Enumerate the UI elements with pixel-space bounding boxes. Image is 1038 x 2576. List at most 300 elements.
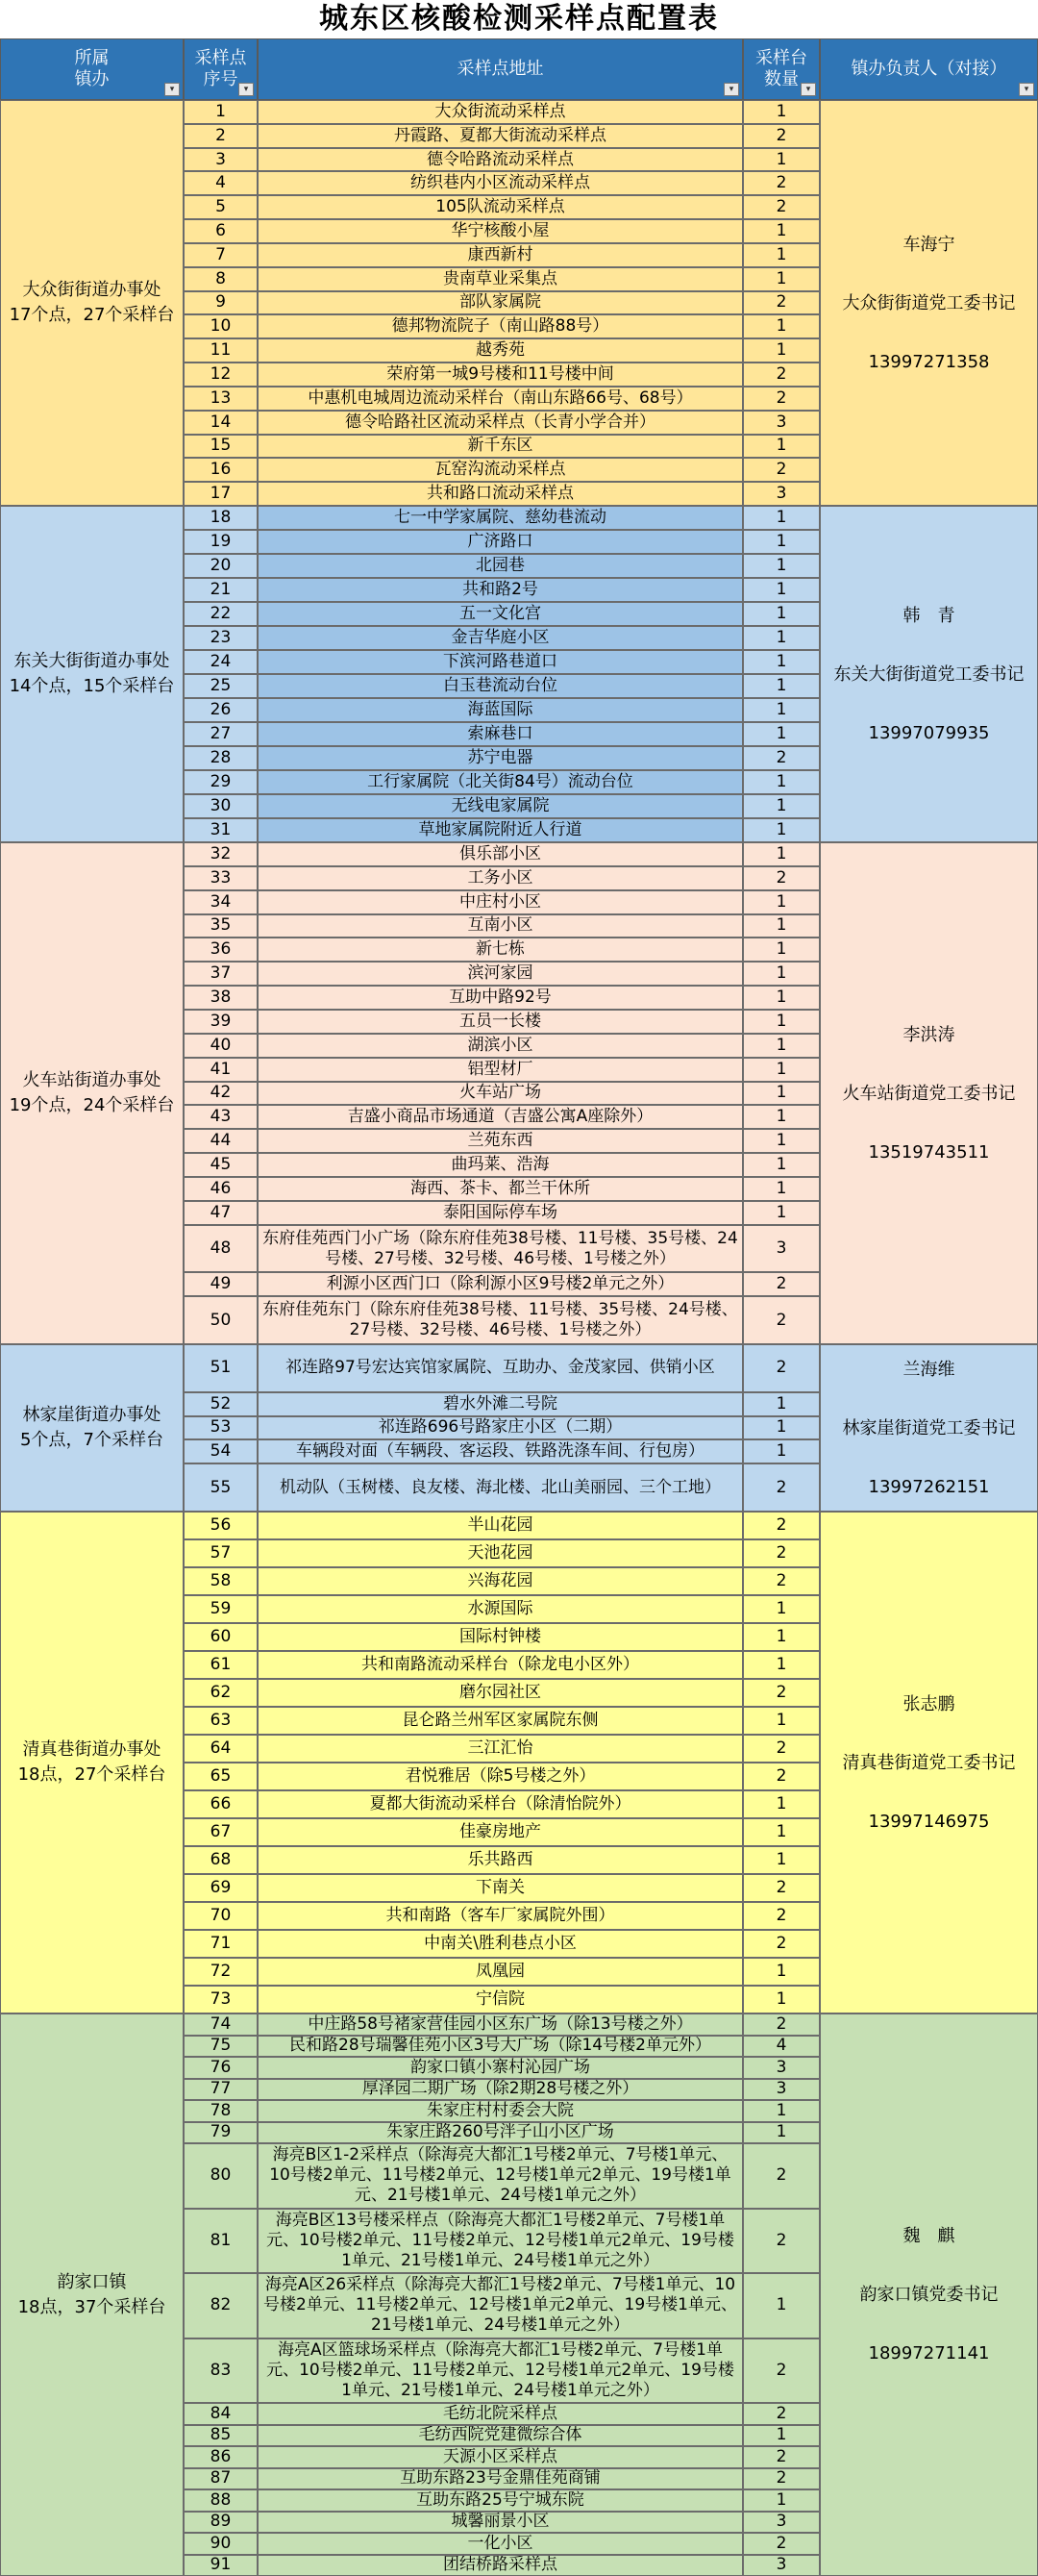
row-seq-cell: 37 xyxy=(184,962,258,986)
row-seq-cell: 46 xyxy=(184,1177,258,1201)
row-count-cell: 4 xyxy=(743,2036,820,2058)
row-address-cell: 铝型材厂 xyxy=(258,1058,743,1082)
row-seq-cell: 42 xyxy=(184,1082,258,1106)
row-address-cell: 金吉华庭小区 xyxy=(258,626,743,650)
row-address-cell: 君悦雅居（除5号楼之外） xyxy=(258,1763,743,1790)
row-count-cell: 1 xyxy=(743,219,820,243)
row-address-cell: 越秀苑 xyxy=(258,338,743,363)
row-address-cell: 白玉巷流动台位 xyxy=(258,674,743,698)
row-seq-cell: 6 xyxy=(184,219,258,243)
row-address-cell: 大众街流动采样点 xyxy=(258,100,743,124)
row-count-cell: 2 xyxy=(743,2403,820,2425)
row-seq-cell: 72 xyxy=(184,1958,258,1986)
row-address-cell: 俱乐部小区 xyxy=(258,842,743,866)
row-seq-cell: 31 xyxy=(184,818,258,842)
row-address-cell: 部队家属院 xyxy=(258,291,743,315)
row-count-cell: 1 xyxy=(743,770,820,794)
row-address-cell: 城馨丽景小区 xyxy=(258,2512,743,2534)
row-address-cell: 水源国际 xyxy=(258,1595,743,1623)
row-count-cell: 2 xyxy=(743,1272,820,1296)
row-seq-cell: 3 xyxy=(184,148,258,172)
row-count-cell: 1 xyxy=(743,1177,820,1201)
row-seq-cell: 74 xyxy=(184,2013,258,2036)
manager-phone: 13997262151 xyxy=(868,1476,990,1497)
row-seq-cell: 12 xyxy=(184,363,258,387)
row-count-cell: 1 xyxy=(743,1105,820,1129)
row-count-cell: 2 xyxy=(743,746,820,770)
row-seq-cell: 29 xyxy=(184,770,258,794)
row-address-cell: 昆仑路兰州军区家属院东侧 xyxy=(258,1707,743,1735)
row-count-cell: 1 xyxy=(743,243,820,267)
row-address-cell: 海蓝国际 xyxy=(258,698,743,722)
manager-manager: 李洪涛 xyxy=(902,1024,955,1045)
row-seq-cell: 40 xyxy=(184,1034,258,1058)
row-seq-cell: 57 xyxy=(184,1539,258,1567)
row-address-cell: 半山花园 xyxy=(258,1512,743,1539)
row-seq-cell: 13 xyxy=(184,387,258,411)
row-seq-cell: 21 xyxy=(184,578,258,602)
row-address-cell: 朱家庄路260号泮子山小区广场 xyxy=(258,2122,743,2144)
row-seq-cell: 90 xyxy=(184,2533,258,2555)
row-seq-cell: 11 xyxy=(184,338,258,363)
row-count-cell: 1 xyxy=(743,554,820,578)
row-seq-cell: 7 xyxy=(184,243,258,267)
row-address-cell: 105队流动采样点 xyxy=(258,195,743,219)
row-seq-cell: 56 xyxy=(184,1512,258,1539)
row-address-cell: 互助中路92号 xyxy=(258,986,743,1010)
row-count-cell: 1 xyxy=(743,1958,820,1986)
manager-manager: 韩 青 xyxy=(902,605,955,626)
row-seq-cell: 87 xyxy=(184,2468,258,2490)
row-address-cell: 吉盛小商品市场通道（吉盛公寓A座除外） xyxy=(258,1105,743,1129)
row-address-cell: 利源小区西门口（除利源小区9号楼2单元之外） xyxy=(258,1272,743,1296)
row-seq-cell: 36 xyxy=(184,938,258,962)
row-seq-cell: 18 xyxy=(184,506,258,530)
row-address-cell: 广济路口 xyxy=(258,530,743,554)
manager-role: 韵家口镇党委书记 xyxy=(859,2285,999,2305)
row-count-cell: 1 xyxy=(743,962,820,986)
row-seq-cell: 81 xyxy=(184,2209,258,2274)
row-count-cell: 1 xyxy=(743,267,820,291)
row-count-cell: 1 xyxy=(743,148,820,172)
header-addr: 采样点地址 ▾ xyxy=(258,38,743,100)
row-seq-cell: 39 xyxy=(184,1010,258,1034)
row-seq-cell: 27 xyxy=(184,722,258,746)
group-town-cell: 韵家口镇 18点，37个采样台 xyxy=(0,2013,184,2576)
row-address-cell: 兴海花园 xyxy=(258,1567,743,1595)
row-address-cell: 新七栋 xyxy=(258,938,743,962)
row-seq-cell: 55 xyxy=(184,1463,258,1512)
row-seq-cell: 17 xyxy=(184,482,258,506)
row-address-cell: 下滨河路巷道口 xyxy=(258,650,743,674)
row-address-cell: 凤凰园 xyxy=(258,1958,743,1986)
row-count-cell: 2 xyxy=(743,2533,820,2555)
row-seq-cell: 4 xyxy=(184,171,258,195)
row-seq-cell: 91 xyxy=(184,2555,258,2576)
row-count-cell: 2 xyxy=(743,2338,820,2404)
row-count-cell: 1 xyxy=(743,890,820,914)
row-address-cell: 华宁核酸小屋 xyxy=(258,219,743,243)
row-address-cell: 海亮B区13号楼采样点（除海亮大都汇1号楼2单元、7号楼1单元、10号楼2单元、11号楼2单元、12号楼1单元2单元、19号楼1单元、21号楼1单元、24号楼1单元之外） xyxy=(258,2209,743,2274)
row-count-cell: 1 xyxy=(743,914,820,938)
row-address-cell: 磨尔园社区 xyxy=(258,1679,743,1707)
row-count-cell: 2 xyxy=(743,1512,820,1539)
row-seq-cell: 78 xyxy=(184,2100,258,2122)
manager-role: 火车站街道党工委书记 xyxy=(842,1083,1016,1104)
row-count-cell: 3 xyxy=(743,2512,820,2534)
row-count-cell: 1 xyxy=(743,314,820,338)
row-count-cell: 1 xyxy=(743,1651,820,1679)
row-address-cell: 中惠机电城周边流动采样台（南山东路66号、68号） xyxy=(258,387,743,411)
manager-phone: 13997079935 xyxy=(868,722,990,743)
row-count-cell: 1 xyxy=(743,626,820,650)
manager-manager: 魏 麒 xyxy=(902,2226,955,2246)
row-count-cell: 1 xyxy=(743,1707,820,1735)
row-count-cell: 2 xyxy=(743,195,820,219)
row-address-cell: 宁信院 xyxy=(258,1986,743,2013)
row-count-cell: 1 xyxy=(743,2122,820,2144)
group-manager-cell xyxy=(820,506,1038,842)
row-count-cell: 1 xyxy=(743,698,820,722)
row-address-cell: 中庄路58号褚家营佳园小区东广场（除13号楼之外） xyxy=(258,2013,743,2036)
header-town: 所属 镇办 ▾ xyxy=(0,38,184,100)
filter-dropdown-icon[interactable]: ▾ xyxy=(164,83,180,96)
row-seq-cell: 43 xyxy=(184,1105,258,1129)
filter-dropdown-icon[interactable]: ▾ xyxy=(1019,83,1034,96)
row-seq-cell: 19 xyxy=(184,530,258,554)
row-count-cell: 1 xyxy=(743,1392,820,1416)
row-count-cell: 1 xyxy=(743,1790,820,1818)
row-address-cell: 厚泽园二期广场（除2期28号楼之外） xyxy=(258,2079,743,2101)
row-address-cell: 祁连路696号路家庄小区（二期） xyxy=(258,1416,743,1440)
row-address-cell: 泰阳国际停车场 xyxy=(258,1201,743,1225)
row-seq-cell: 5 xyxy=(184,195,258,219)
manager-phone: 13519743511 xyxy=(868,1141,990,1163)
header-seq: 采样点 序号 ▾ xyxy=(184,38,258,100)
row-count-cell: 1 xyxy=(743,722,820,746)
row-address-cell: 共和路口流动采样点 xyxy=(258,482,743,506)
row-seq-cell: 59 xyxy=(184,1595,258,1623)
row-count-cell: 2 xyxy=(743,866,820,890)
row-count-cell: 2 xyxy=(743,2143,820,2209)
row-seq-cell: 22 xyxy=(184,602,258,626)
row-count-cell: 2 xyxy=(743,1296,820,1344)
row-count-cell: 3 xyxy=(743,1225,820,1273)
row-count-cell: 1 xyxy=(743,1082,820,1106)
row-seq-cell: 10 xyxy=(184,314,258,338)
group-town-cell: 林家崖街道办事处 5个点，7个采样台 xyxy=(0,1344,184,1512)
row-seq-cell: 1 xyxy=(184,100,258,124)
row-address-cell: 车辆段对面（车辆段、客运段、铁路洗涤车间、行包房） xyxy=(258,1439,743,1463)
row-count-cell: 2 xyxy=(743,363,820,387)
row-address-cell: 共和南路流动采样台（除龙电小区外） xyxy=(258,1651,743,1679)
row-address-cell: 毛纺北院采样点 xyxy=(258,2403,743,2425)
row-address-cell: 草地家属院附近人行道 xyxy=(258,818,743,842)
row-address-cell: 工务小区 xyxy=(258,866,743,890)
row-seq-cell: 53 xyxy=(184,1416,258,1440)
row-seq-cell: 23 xyxy=(184,626,258,650)
filter-dropdown-icon[interactable]: ▾ xyxy=(238,83,254,96)
row-seq-cell: 65 xyxy=(184,1763,258,1790)
row-count-cell: 1 xyxy=(743,506,820,530)
row-address-cell: 海亮A区26采样点（除海亮大都汇1号楼2单元、7号楼1单元、10号楼2单元、11号楼2单元、12号楼1单元2单元、19号楼1单元、21号楼1单元、24号楼1单元之外） xyxy=(258,2273,743,2338)
row-count-cell: 2 xyxy=(743,1679,820,1707)
row-seq-cell: 14 xyxy=(184,411,258,435)
row-count-cell: 1 xyxy=(743,1416,820,1440)
row-count-cell: 1 xyxy=(743,1010,820,1034)
row-seq-cell: 61 xyxy=(184,1651,258,1679)
row-seq-cell: 49 xyxy=(184,1272,258,1296)
row-seq-cell: 66 xyxy=(184,1790,258,1818)
row-address-cell: 国际村钟楼 xyxy=(258,1623,743,1651)
row-address-cell: 贵南草业采集点 xyxy=(258,267,743,291)
row-seq-cell: 28 xyxy=(184,746,258,770)
row-count-cell: 2 xyxy=(743,1874,820,1902)
row-count-cell: 2 xyxy=(743,1735,820,1763)
header-count: 采样台 数量 ▾ xyxy=(743,38,820,100)
row-address-cell: 瓦窑沟流动采样点 xyxy=(258,458,743,482)
row-seq-cell: 67 xyxy=(184,1818,258,1846)
row-count-cell: 2 xyxy=(743,1344,820,1392)
row-address-cell: 荣府第一城9号楼和11号楼中间 xyxy=(258,363,743,387)
row-seq-cell: 64 xyxy=(184,1735,258,1763)
row-address-cell: 朱家庄村村委会大院 xyxy=(258,2100,743,2122)
group-town-cell: 火车站街道办事处 19个点，24个采样台 xyxy=(0,842,184,1344)
row-address-cell: 北园巷 xyxy=(258,554,743,578)
row-count-cell: 1 xyxy=(743,1058,820,1082)
manager-role: 林家崖街道党工委书记 xyxy=(842,1417,1016,1438)
row-count-cell: 1 xyxy=(743,842,820,866)
row-address-cell: 中庄村小区 xyxy=(258,890,743,914)
row-seq-cell: 82 xyxy=(184,2273,258,2338)
row-seq-cell: 52 xyxy=(184,1392,258,1416)
row-address-cell: 火车站广场 xyxy=(258,1082,743,1106)
row-seq-cell: 25 xyxy=(184,674,258,698)
row-count-cell: 2 xyxy=(743,2209,820,2274)
row-seq-cell: 76 xyxy=(184,2057,258,2079)
row-count-cell: 2 xyxy=(743,458,820,482)
row-address-cell: 天源小区采样点 xyxy=(258,2446,743,2468)
row-count-cell: 1 xyxy=(743,2100,820,2122)
row-seq-cell: 16 xyxy=(184,458,258,482)
row-address-cell: 海亮B区1-2采样点（除海亮大都汇1号楼2单元、7号楼1单元、10号楼2单元、11号楼2单元、12号楼1单元2单元、19号楼1单元、21号楼1单元、24号楼1单元之外） xyxy=(258,2143,743,2209)
row-seq-cell: 70 xyxy=(184,1902,258,1930)
row-address-cell: 康西新村 xyxy=(258,243,743,267)
group-town-cell: 清真巷街道办事处 18点，27个采样台 xyxy=(0,1512,184,2013)
row-address-cell: 德邦物流院子（南山路88号） xyxy=(258,314,743,338)
filter-dropdown-icon[interactable]: ▾ xyxy=(724,83,739,96)
row-address-cell: 曲玛莱、浩海 xyxy=(258,1153,743,1177)
row-count-cell: 1 xyxy=(743,674,820,698)
row-address-cell: 一化小区 xyxy=(258,2533,743,2555)
manager-manager: 张志鹏 xyxy=(902,1693,955,1714)
row-count-cell: 1 xyxy=(743,530,820,554)
sampling-table xyxy=(0,38,1038,2576)
row-seq-cell: 38 xyxy=(184,986,258,1010)
row-count-cell: 1 xyxy=(743,1129,820,1153)
row-seq-cell: 79 xyxy=(184,2122,258,2144)
group-manager-cell xyxy=(820,842,1038,1344)
row-count-cell: 1 xyxy=(743,1623,820,1651)
row-seq-cell: 47 xyxy=(184,1201,258,1225)
row-seq-cell: 63 xyxy=(184,1707,258,1735)
row-address-cell: 海西、茶卡、都兰干休所 xyxy=(258,1177,743,1201)
row-count-cell: 1 xyxy=(743,1153,820,1177)
page-title: 城东区核酸检测采样点配置表 xyxy=(319,2,719,36)
row-address-cell: 丹霞路、夏都大街流动采样点 xyxy=(258,124,743,148)
row-address-cell: 互南小区 xyxy=(258,914,743,938)
row-count-cell: 2 xyxy=(743,1463,820,1512)
manager-role: 大众街街道党工委书记 xyxy=(842,292,1016,313)
row-address-cell: 新千东区 xyxy=(258,435,743,459)
row-count-cell: 3 xyxy=(743,411,820,435)
row-count-cell: 1 xyxy=(743,1986,820,2013)
row-address-cell: 五员一长楼 xyxy=(258,1010,743,1034)
row-address-cell: 共和路2号 xyxy=(258,578,743,602)
row-seq-cell: 34 xyxy=(184,890,258,914)
row-seq-cell: 33 xyxy=(184,866,258,890)
row-seq-cell: 51 xyxy=(184,1344,258,1392)
row-seq-cell: 83 xyxy=(184,2338,258,2404)
row-seq-cell: 62 xyxy=(184,1679,258,1707)
row-count-cell: 1 xyxy=(743,578,820,602)
row-count-cell: 2 xyxy=(743,1539,820,1567)
row-address-cell: 七一中学家属院、慈幼巷流动 xyxy=(258,506,743,530)
row-seq-cell: 24 xyxy=(184,650,258,674)
row-seq-cell: 9 xyxy=(184,291,258,315)
group-town-cell: 东关大街街道办事处 14个点，15个采样台 xyxy=(0,506,184,842)
row-seq-cell: 85 xyxy=(184,2425,258,2447)
row-count-cell: 1 xyxy=(743,650,820,674)
group-manager-cell xyxy=(820,2013,1038,2576)
row-address-cell: 东府佳苑东门（除东府佳苑38号楼、11号楼、35号楼、24号楼、27号楼、32号楼、46号楼、1号楼之外） xyxy=(258,1296,743,1344)
row-address-cell: 德令哈路流动采样点 xyxy=(258,148,743,172)
row-count-cell: 1 xyxy=(743,818,820,842)
row-address-cell: 三江汇怡 xyxy=(258,1735,743,1763)
row-count-cell: 2 xyxy=(743,291,820,315)
row-address-cell: 无线电家属院 xyxy=(258,794,743,818)
group-manager-cell xyxy=(820,1512,1038,2013)
row-address-cell: 天池花园 xyxy=(258,1539,743,1567)
group-town-cell: 大众街街道办事处 17个点，27个采样台 xyxy=(0,100,184,506)
row-address-cell: 中南关\胜利巷点小区 xyxy=(258,1930,743,1958)
row-address-cell: 德令哈路社区流动采样点（长青小学合并） xyxy=(258,411,743,435)
row-address-cell: 滨河家园 xyxy=(258,962,743,986)
row-count-cell: 1 xyxy=(743,338,820,363)
row-address-cell: 五一文化宫 xyxy=(258,602,743,626)
row-count-cell: 3 xyxy=(743,2079,820,2101)
row-count-cell: 3 xyxy=(743,2057,820,2079)
row-count-cell: 1 xyxy=(743,1034,820,1058)
row-address-cell: 互助东路25号宁城东院 xyxy=(258,2489,743,2512)
row-address-cell: 韵家口镇小寨村沁园广场 xyxy=(258,2057,743,2079)
row-count-cell: 1 xyxy=(743,1846,820,1874)
manager-role: 东关大街街道党工委书记 xyxy=(833,663,1025,685)
row-count-cell: 2 xyxy=(743,171,820,195)
row-count-cell: 1 xyxy=(743,100,820,124)
row-address-cell: 团结桥路采样点 xyxy=(258,2555,743,2576)
row-seq-cell: 60 xyxy=(184,1623,258,1651)
row-address-cell: 纺织巷内小区流动采样点 xyxy=(258,171,743,195)
row-seq-cell: 69 xyxy=(184,1874,258,1902)
manager-phone: 18997271141 xyxy=(868,2343,990,2363)
row-seq-cell: 71 xyxy=(184,1930,258,1958)
row-count-cell: 1 xyxy=(743,794,820,818)
row-seq-cell: 35 xyxy=(184,914,258,938)
row-address-cell: 夏都大街流动采样台（除清怡院外） xyxy=(258,1790,743,1818)
manager-phone: 13997146975 xyxy=(868,1811,990,1832)
row-seq-cell: 88 xyxy=(184,2489,258,2512)
manager-manager: 兰海维 xyxy=(902,1359,955,1380)
row-count-cell: 1 xyxy=(743,2425,820,2447)
row-seq-cell: 54 xyxy=(184,1439,258,1463)
row-address-cell: 湖滨小区 xyxy=(258,1034,743,1058)
row-address-cell: 乐共路西 xyxy=(258,1846,743,1874)
group-manager-cell xyxy=(820,100,1038,506)
group-manager-cell xyxy=(820,1344,1038,1512)
row-seq-cell: 48 xyxy=(184,1225,258,1273)
filter-dropdown-icon[interactable]: ▾ xyxy=(801,83,816,96)
row-count-cell: 2 xyxy=(743,124,820,148)
row-seq-cell: 80 xyxy=(184,2143,258,2209)
row-address-cell: 兰苑东西 xyxy=(258,1129,743,1153)
row-count-cell: 2 xyxy=(743,2013,820,2036)
row-count-cell: 1 xyxy=(743,2489,820,2512)
row-seq-cell: 75 xyxy=(184,2036,258,2058)
row-address-cell: 东府佳苑西门小广场（除东府佳苑38号楼、11号楼、35号楼、24号楼、27号楼、32号楼、46号楼、1号楼之外） xyxy=(258,1225,743,1273)
row-address-cell: 机动队（玉树楼、良友楼、海北楼、北山美丽园、三个工地） xyxy=(258,1463,743,1512)
row-address-cell: 毛纺西院党建微综合体 xyxy=(258,2425,743,2447)
row-address-cell: 祁连路97号宏达宾馆家属院、互助办、金茂家园、供销小区 xyxy=(258,1344,743,1392)
row-count-cell: 1 xyxy=(743,602,820,626)
header-manager: 镇办负责人（对接） ▾ xyxy=(820,38,1038,100)
row-seq-cell: 8 xyxy=(184,267,258,291)
row-seq-cell: 15 xyxy=(184,435,258,459)
row-seq-cell: 32 xyxy=(184,842,258,866)
row-seq-cell: 20 xyxy=(184,554,258,578)
row-address-cell: 工行家属院（北关街84号）流动台位 xyxy=(258,770,743,794)
row-seq-cell: 41 xyxy=(184,1058,258,1082)
row-seq-cell: 58 xyxy=(184,1567,258,1595)
manager-phone: 13997271358 xyxy=(868,351,990,372)
row-seq-cell: 84 xyxy=(184,2403,258,2425)
row-count-cell: 1 xyxy=(743,2273,820,2338)
row-seq-cell: 44 xyxy=(184,1129,258,1153)
manager-role: 清真巷街道党工委书记 xyxy=(842,1752,1016,1773)
row-address-cell: 海亮A区篮球场采样点（除海亮大都汇1号楼2单元、7号楼1单元、10号楼2单元、11号楼2单元、12号楼1单元2单元、19号楼1单元、21号楼1单元、24号楼1单元之外） xyxy=(258,2338,743,2404)
row-seq-cell: 77 xyxy=(184,2079,258,2101)
row-count-cell: 2 xyxy=(743,2468,820,2490)
row-seq-cell: 68 xyxy=(184,1846,258,1874)
row-seq-cell: 89 xyxy=(184,2512,258,2534)
row-count-cell: 1 xyxy=(743,1595,820,1623)
manager-manager: 车海宁 xyxy=(902,234,955,255)
row-count-cell: 3 xyxy=(743,482,820,506)
row-count-cell: 2 xyxy=(743,1567,820,1595)
row-address-cell: 佳豪房地产 xyxy=(258,1818,743,1846)
row-address-cell: 索麻巷口 xyxy=(258,722,743,746)
row-count-cell: 1 xyxy=(743,1201,820,1225)
row-count-cell: 1 xyxy=(743,1439,820,1463)
row-address-cell: 下南关 xyxy=(258,1874,743,1902)
row-address-cell: 苏宁电器 xyxy=(258,746,743,770)
row-count-cell: 2 xyxy=(743,1902,820,1930)
row-count-cell: 1 xyxy=(743,938,820,962)
row-count-cell: 2 xyxy=(743,1763,820,1790)
row-count-cell: 2 xyxy=(743,387,820,411)
row-address-cell: 共和南路（客车厂家属院外围） xyxy=(258,1902,743,1930)
row-seq-cell: 86 xyxy=(184,2446,258,2468)
